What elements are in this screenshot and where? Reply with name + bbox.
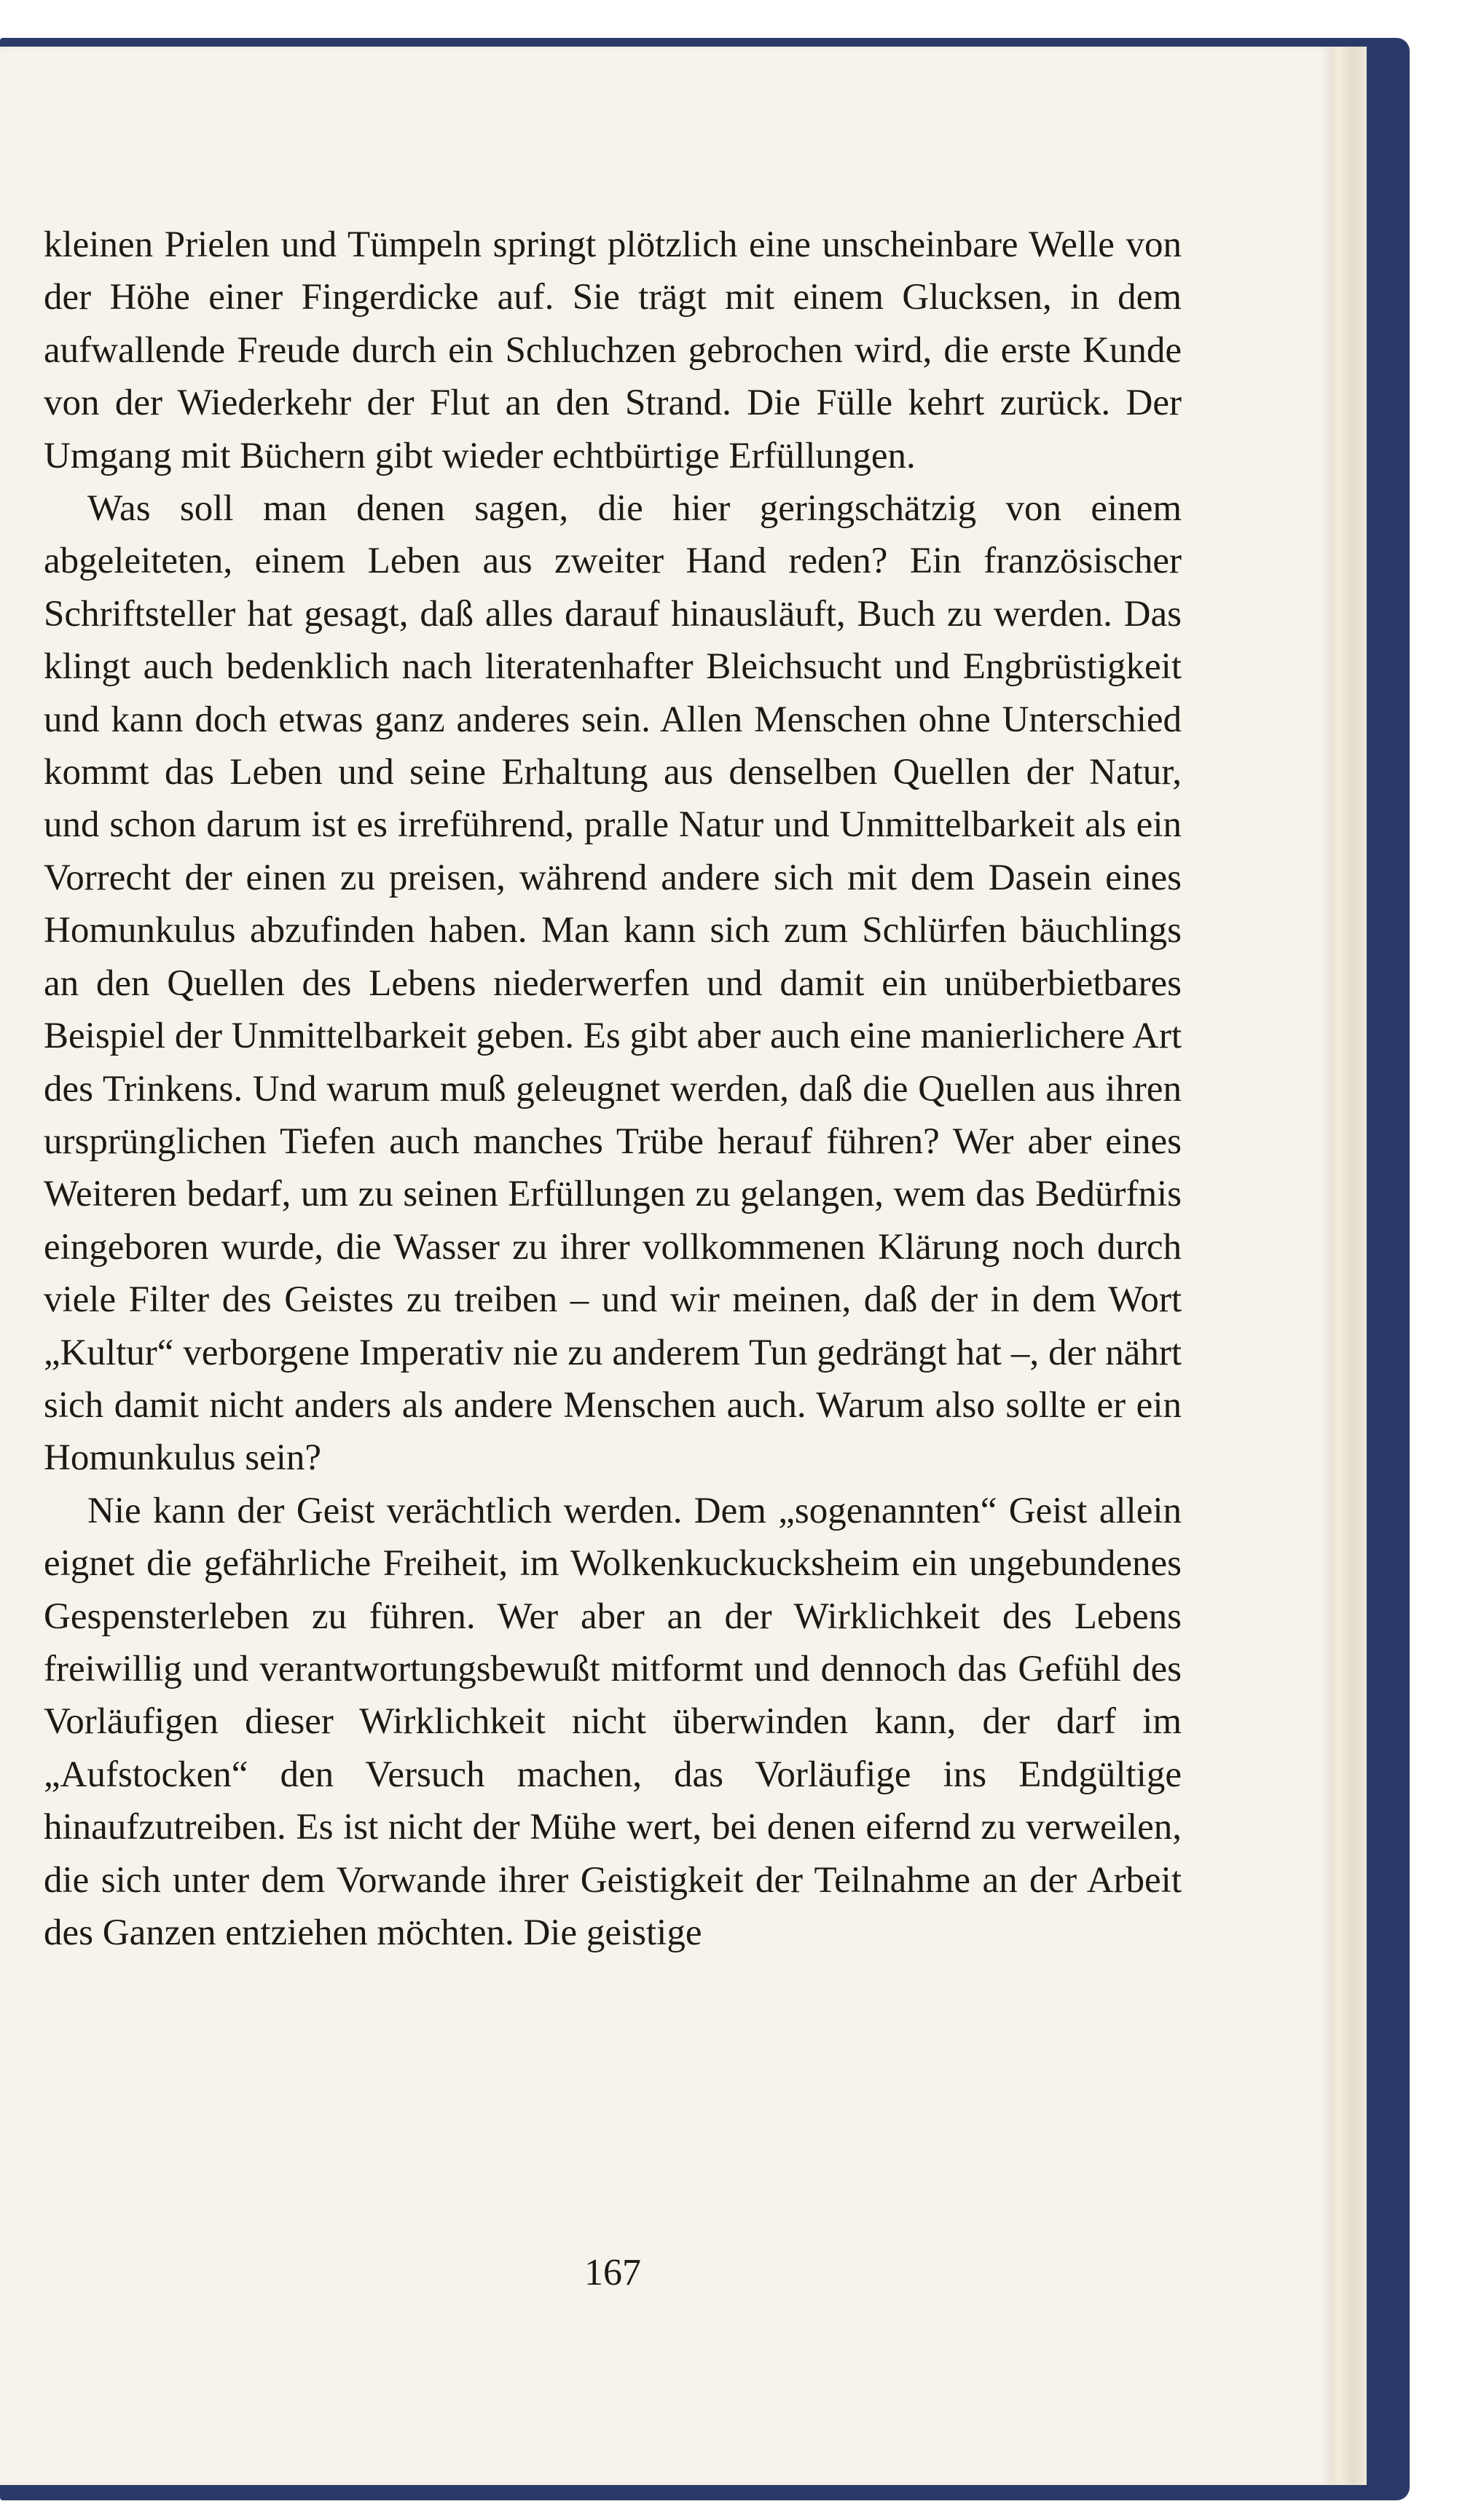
body-text [44,219,1182,1959]
paragraph: Nie kann der Geist verächtlich werden. Dem „sogenannten“ Geist allein eignet die gefährliche Freiheit, im Wolkenkuckucksheim ein ungebundenes Gespensterleben zu führen. Wer aber an der Wirklichkeit des Lebens freiwillig und verantwortungsbewußt mitformt und dennoch das Gefühl des Vorläufigen dieser Wirklichkeit nicht überwinden kann, der darf im „Aufstocken“ den Versuch machen, das Vorläufige ins Endgültige hinaufzutreiben. Es ist nicht der Mühe wert, bei denen eifernd zu verweilen, die sich unter dem Vorwande ihrer Geistigkeit der Teilnahme an der Arbeit des Ganzen entziehen möchten. Die geistige [44,1490,1182,1953]
paragraph: kleinen Prielen und Tümpeln springt plötzlich eine unscheinbare Welle von der Höhe einer Fingerdicke auf. Sie trägt mit einem Glucksen, in dem aufwallende Freude durch ein Schluchzen gebrochen wird, die erste Kunde von der Wiederkehr der Flut an den Strand. Die Fülle kehrt zurück. Der Umgang mit Büchern gibt wieder echtbürtige Erfüllungen. [44,224,1182,476]
page-number: 167 [584,2252,641,2293]
paragraph: Was soll man denen sagen, die hier geringschätzig von einem abgeleiteten, einem Leben aus zweiter Hand reden? Ein französischer Schriftsteller hat gesagt, daß alles darauf hinausläuft, Buch zu werden. Das klingt auch bedenklich nach literatenhafter Bleichsucht und Engbrüstigkeit und kann doch etwas ganz anderes sein. Allen Menschen ohne Unterschied kommt das Leben und seine Erhaltung aus denselben Quellen der Natur, und schon darum ist es irreführend, pralle Natur und Unmittelbarkeit als ein Vorrecht der einen zu preisen, während andere sich mit dem Dasein eines Homunkulus abzufinden haben. Man kann sich zum Schlürfen bäuchlings an den Quellen des Lebens niederwerfen und damit ein unüberbietbares Beispiel der Unmittelbarkeit geben. Es gibt aber auch eine manierlichere Art des Trinkens. Und warum muß geleugnet werden, daß die Quellen aus ihren ursprünglichen Tiefen auch manches Trübe herauf führen? Wer aber eines Weiteren bedarf, um zu seinen Erfüllungen zu gelangen, wem das Bedürfnis eingeboren wurde, die Wasser zu ihrer vollkommenen Klärung noch durch viele Filter des Geistes zu treiben – und wir meinen, daß der in dem Wort „Kultur“ verborgene Imperativ nie zu anderem Tun gedrängt hat –, der nährt sich damit nicht anders als andere Menschen auch. Warum also sollte er ein Homunkulus sein? [44,488,1182,1479]
